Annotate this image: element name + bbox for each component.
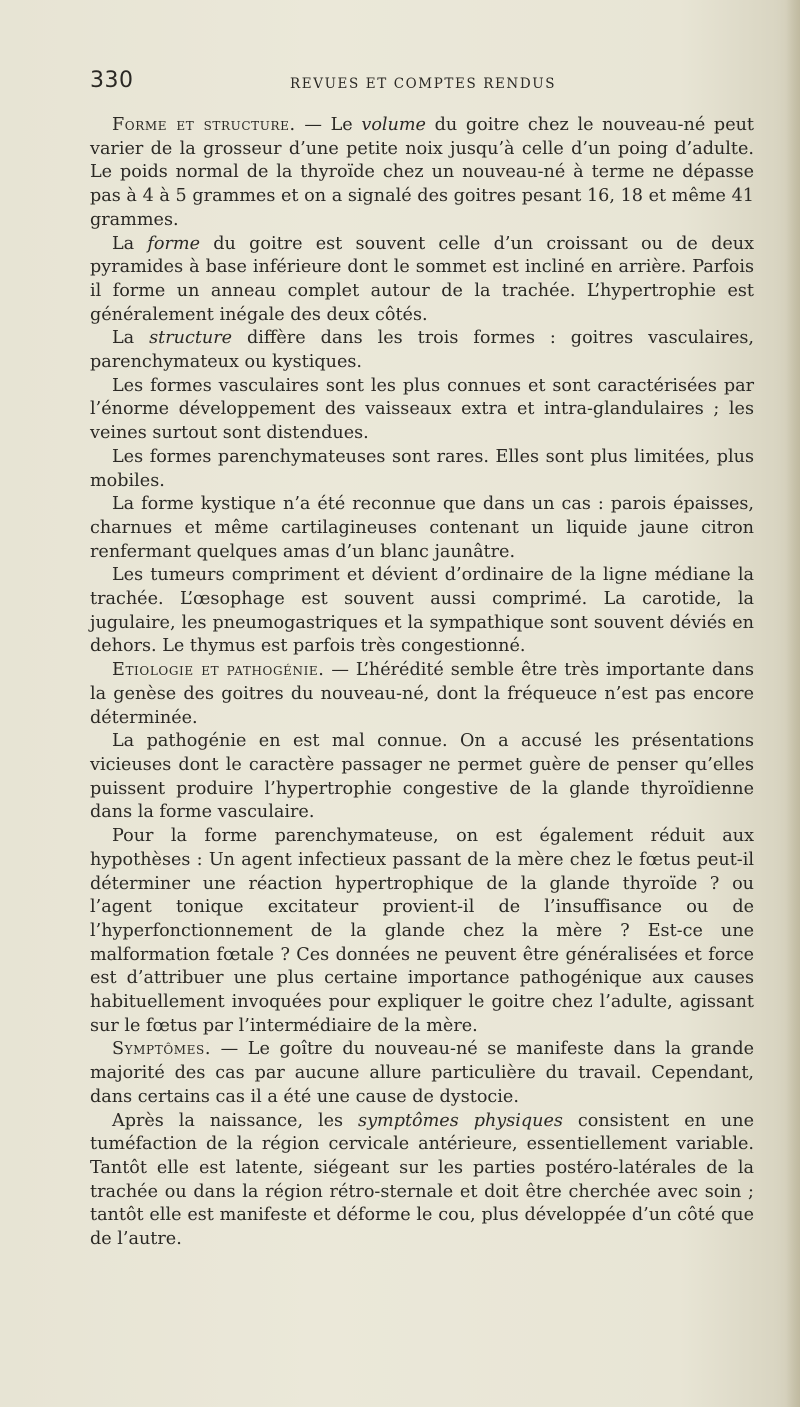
paragraph (90, 659, 754, 730)
text-run: Pour la forme parenchymateuse, on est également réduit aux hypothèses : Un agent infectieux passant de la mère chez le fœtus peut-il déterminer une réaction hypertrophique de la glande thyroïde ? ou l’agent tonique excitateur provient-il de l’insuffisance ou de l’hyperfonctionnement de la glande chez la mère ? Est-ce une malformation fœtale ? Ces données ne peuvent être généralisées et force est d’attribuer une plus certaine importance pathogénique aux causes habituellement invoquées pour expliquer le goitre chez l’adulte, agissant sur le fœtus par l’intermédiaire de la mère. (90, 826, 754, 1036)
text-run: consistent en une tuméfaction de la région cervicale antérieure, essentiellement variable. Tantôt elle est latente, siégeant sur les parties postéro-latérales de la trachée ou dans la région rétro-sternale et doit être cherchée avec soin ; tantôt elle est manifeste et déforme le cou, plus développée d’un côté que de l’autre. (90, 1110, 754, 1250)
italic-term: forme (147, 233, 201, 254)
section-heading: Symptômes. (112, 1039, 212, 1060)
paragraph (90, 233, 754, 328)
text-run: Les formes vasculaires sont les plus connues et sont caractérisées par l’énorme développement des vaisseaux extra et intra-glandulaires ; les veines surtout sont distendues. (90, 375, 754, 444)
paragraph (90, 114, 754, 233)
text-run: du goitre chez le nouveau-né peut varier de la grosseur d’une petite noix jusqu’à celle d’un poing d’adulte. Le poids normal de la thyroïde chez un nouveau-né à terme ne dépasse pas à 4 à 5 grammes et on a signalé des goitres pesant 16, 18 et même 41 grammes. (90, 115, 755, 230)
page-header (90, 68, 760, 100)
paragraph (90, 564, 754, 659)
text-run: La (112, 328, 150, 349)
section-heading: Forme et structure. (112, 115, 296, 135)
paragraph (90, 327, 754, 374)
paragraph (90, 493, 754, 564)
paragraph (90, 1038, 754, 1109)
page-number: 330 (90, 68, 134, 93)
text-run: du goitre est souvent celle d’un croissant ou de deux pyramides à base inférieure dont le sommet est incliné en arrière. Parfois il forme un anneau complet autour de la trachée. L’hypertrophie est généralement inégale des deux côtés. (90, 233, 755, 325)
page-edge-shadow (786, 0, 800, 1407)
paragraph (90, 825, 754, 1038)
text-run: Les formes parenchymateuses sont rares. Elles sont plus limitées, plus mobiles. (90, 446, 754, 491)
paragraph (90, 1110, 754, 1252)
paragraph (90, 730, 754, 825)
italic-term: symptômes physiques (358, 1110, 563, 1131)
text-run: — Le (295, 115, 362, 135)
paragraph (90, 446, 754, 493)
text-run: Après la naissance, les (112, 1110, 359, 1131)
page-body (90, 114, 754, 1252)
text-run: — Le goître du nouveau-né se manifeste dans la grande majorité des cas par aucune allure particulière du travail. Cependant, dans certains cas il a été une cause de dystocie. (90, 1039, 754, 1107)
text-run: La forme kystique n’a été reconnue que dans un cas : parois épaisses, charnues et même cartilagineuses contenant un liquide jaune citron renfermant quelques amas d’un blanc jaunâtre. (90, 494, 754, 562)
text-run: — L’hérédité semble être très importante dans la genèse des goitres du nouveau-né, dont la fréqueuce n’est pas encore déterminée. (90, 660, 754, 728)
section-heading: Etiologie et pathogénie. (112, 660, 325, 681)
italic-term: volume (361, 115, 426, 135)
paragraph (90, 375, 754, 446)
text-run: diffère dans les trois formes : goitres vasculaires, parenchymateux ou kystiques. (90, 328, 754, 373)
italic-term: structure (149, 328, 233, 349)
text-run: La (112, 233, 148, 254)
running-head: REVUES ET COMPTES RENDUS (290, 76, 557, 92)
text-run: La pathogénie en est mal connue. On a accusé les présentations vicieuses dont le caractère passager ne permet guère de penser qu’elles puissent produire l’hypertrophie congestive de la glande thyroïdienne dans la forme vasculaire. (90, 731, 754, 823)
text-run: Les tumeurs compriment et dévient d’ordinaire de la ligne médiane la trachée. L’œsophage est souvent aussi comprimé. La carotide, la jugulaire, les pneumogastriques et la sympathique sont souvent déviés en dehors. Le thymus est parfois très congestionné. (90, 565, 754, 657)
